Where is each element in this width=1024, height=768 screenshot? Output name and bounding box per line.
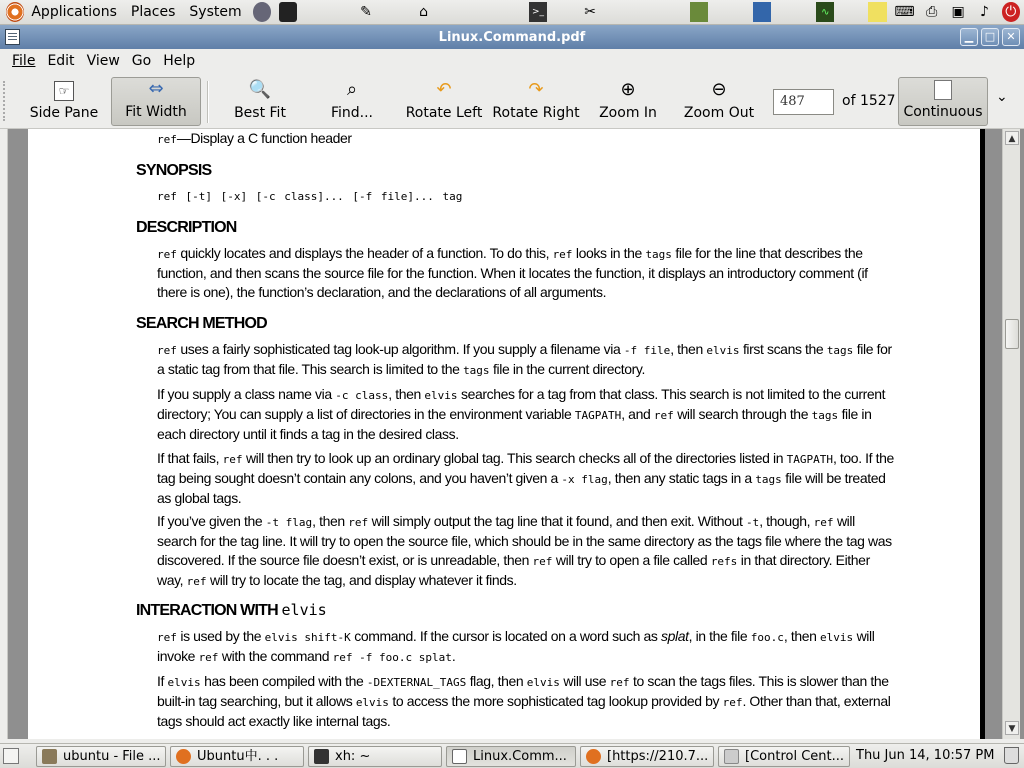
text-run: will search through the: [673, 406, 812, 422]
text-run: with the command: [218, 648, 333, 664]
rotate-right-label: Rotate Right: [492, 105, 580, 121]
web-browser-launcher-icon[interactable]: [253, 2, 271, 22]
menubar: [0, 49, 1024, 73]
search-paragraph-1: [157, 340, 897, 380]
inline-code: elvis: [424, 389, 458, 402]
synopsis-text: ref [-t] [-x] [-c class]... [-f file]... tag: [157, 190, 463, 203]
text-run: file will be treated as global tags.: [157, 470, 886, 506]
zoom-in-icon: ⊕: [620, 79, 636, 100]
close-button[interactable]: ✕: [1002, 28, 1020, 46]
rotate-right-icon: ↷: [528, 79, 544, 100]
ubuntu-logo-icon[interactable]: [6, 2, 24, 22]
keyboard-icon[interactable]: ⌨: [894, 4, 915, 20]
scroll-up-arrow-icon[interactable]: ▲: [1005, 131, 1019, 145]
text-run: first scans the: [739, 341, 827, 357]
best-fit-label: Best Fit: [234, 105, 286, 121]
inline-code: TAGPATH: [574, 409, 622, 422]
document-icon[interactable]: [5, 29, 20, 45]
terminal-icon: [314, 749, 329, 764]
disk-launcher-icon[interactable]: [753, 2, 771, 22]
inline-code: elvis: [706, 344, 740, 357]
page-number-input[interactable]: 487: [773, 89, 834, 115]
inline-code: ref: [157, 248, 177, 261]
text-run: , though,: [759, 513, 814, 529]
interaction-heading-code: elvis: [281, 601, 327, 619]
side-pane-button[interactable]: [24, 77, 104, 126]
task-label: Linux.Comm...: [473, 749, 567, 764]
text-run: will use: [559, 673, 610, 689]
synopsis-heading: SYNOPSIS: [136, 162, 212, 179]
interaction-paragraph-1: [157, 627, 897, 667]
text-run: file in each directory until it finds a tag in the desired class.: [157, 406, 872, 442]
inline-code: elvis: [167, 676, 201, 689]
text-run: quickly locates and displays the header of a function. To do this,: [176, 245, 553, 261]
view-menu[interactable]: View: [86, 53, 120, 69]
task-terminal[interactable]: [308, 746, 442, 767]
zoom-in-label: Zoom In: [599, 105, 657, 121]
continuous-toggle[interactable]: [898, 77, 988, 126]
best-fit-button[interactable]: [222, 77, 298, 126]
find-icon: ⌕: [346, 79, 358, 100]
inline-code: tags: [463, 364, 490, 377]
inline-code: ref: [198, 651, 219, 664]
zoom-out-label: Zoom Out: [683, 105, 755, 121]
camera-launcher-icon[interactable]: [279, 2, 297, 22]
text-run: to access the more sophisticated tag lookup provided by: [388, 693, 723, 709]
text-run: If that fails,: [157, 450, 223, 466]
inline-code: ref: [532, 555, 553, 568]
text-run: file in the current directory.: [489, 361, 645, 377]
inline-code: ref: [222, 453, 243, 466]
text-run: , and: [621, 406, 654, 422]
vertical-scrollbar[interactable]: [1002, 129, 1020, 739]
task-firefox-1[interactable]: [170, 746, 304, 767]
inline-code: -f file: [623, 344, 671, 357]
text-run: , then: [388, 386, 425, 402]
doc-title-line: [157, 129, 897, 149]
fit-width-label: Fit Width: [125, 104, 187, 120]
text-run: file for the line that describes the function, and then scans the source file for the function. When it locates the function, it displays an introductory comment (if there is one), the function’s declaration, and the declarations of all arguments.: [157, 245, 868, 300]
description-heading: DESCRIPTION: [136, 219, 237, 236]
document-viewport[interactable]: [0, 129, 1024, 739]
text-run: will simply output the tag line that it found, and then exit. Without: [368, 513, 746, 529]
help-menu[interactable]: Help: [163, 53, 196, 69]
text-run: flag, then: [466, 673, 527, 689]
task-label: ubuntu - File ...: [63, 749, 161, 764]
best-fit-icon: 🔍: [248, 79, 272, 100]
text-run: , then any static tags in a: [607, 470, 756, 486]
page-shadow: [980, 129, 985, 739]
toolbar-overflow-chevron-icon[interactable]: ⌄: [996, 89, 1008, 105]
edit-menu[interactable]: Edit: [47, 53, 75, 69]
search-paragraph-4: [157, 512, 897, 591]
places-menu[interactable]: Places: [130, 4, 176, 20]
bottom-taskbar: [0, 743, 1024, 768]
inline-code: ref: [552, 248, 573, 261]
minimize-button[interactable]: ▁: [960, 28, 978, 46]
toolbar-separator: [207, 81, 209, 123]
text-run: file for a static tag from that file. This search is limited to the: [157, 341, 892, 377]
toolbar-handle[interactable]: [3, 81, 7, 121]
inline-code: ref: [157, 631, 177, 644]
title-code: ref: [157, 133, 177, 146]
go-menu[interactable]: Go: [131, 53, 152, 69]
inline-code: elvis shift-K: [264, 631, 351, 644]
text-run: , in the file: [688, 628, 751, 644]
task-label: xh: ~: [335, 749, 371, 764]
inline-code: elvis: [355, 696, 389, 709]
inline-code: ref: [157, 344, 177, 357]
inline-code: elvis: [819, 631, 854, 644]
firefox-icon: [586, 749, 601, 764]
text-editor-launcher-icon[interactable]: ✎: [360, 4, 372, 20]
text-run: , then: [312, 513, 349, 529]
power-icon[interactable]: ⏻: [1002, 2, 1020, 22]
text-run: has been compiled with the: [200, 673, 367, 689]
zoom-out-icon: ⊖: [711, 79, 727, 100]
inline-code: ref: [186, 575, 207, 588]
task-control-center[interactable]: [718, 746, 850, 767]
folder-icon: [42, 749, 57, 764]
search-method-heading: SEARCH METHOD: [136, 315, 267, 332]
top-panel: [0, 0, 1024, 25]
side-pane-icon: ☞: [54, 81, 74, 101]
volume-icon[interactable]: ♪: [979, 4, 989, 20]
tools-launcher-icon[interactable]: ✂: [584, 4, 596, 20]
text-run: will search for the tag line. It will try to open the source file, which should be in the same directory as the tags file where the tag was discovered. If the source file doesn’t exist, or is unreadable, then: [157, 513, 892, 568]
firefox-icon: [176, 749, 191, 764]
inline-code: foo.c: [750, 631, 784, 644]
show-desktop-icon[interactable]: [3, 748, 19, 764]
inline-code: -DEXTERNAL_TAGS: [366, 676, 467, 689]
text-run: . Other than that, external tags should act exactly like internal tags.: [157, 693, 891, 729]
applications-menu[interactable]: Applications: [31, 4, 117, 20]
text-run: will try to open a file called: [552, 552, 711, 568]
document-icon: [452, 749, 467, 764]
text-run: uses a fairly sophisticated tag look-up algorithm. If you supply a filename via: [176, 341, 624, 357]
fit-width-button[interactable]: [111, 77, 201, 126]
zoom-out-button[interactable]: [683, 77, 755, 126]
inline-code: tags: [645, 248, 672, 261]
rotate-right-button[interactable]: [492, 77, 580, 126]
text-run: looks in the: [572, 245, 646, 261]
inline-code: ref: [348, 516, 369, 529]
task-file-browser[interactable]: [36, 746, 166, 767]
task-label: [Control Cent...: [745, 749, 845, 764]
continuous-icon: [934, 80, 952, 100]
home-folder-launcher-icon[interactable]: ⌂: [419, 4, 428, 20]
text-run: is used by the: [176, 628, 265, 644]
text-run: .: [451, 648, 456, 664]
find-button[interactable]: [318, 77, 386, 126]
inline-code: ref -f foo.c splat: [332, 651, 452, 664]
inline-code: -c class: [335, 389, 389, 402]
text-run: will invoke: [157, 628, 875, 664]
terminal-launcher-icon[interactable]: >_: [529, 2, 547, 22]
task-pdf-viewer[interactable]: [446, 746, 576, 767]
continuous-label: Continuous: [903, 104, 983, 120]
scroll-down-arrow-icon[interactable]: ▼: [1005, 721, 1019, 735]
network-icon[interactable]: ▣: [951, 4, 965, 20]
text-run: will then try to look up an ordinary global tag. This search checks all of the directories listed in: [242, 450, 787, 466]
pdf-page: [28, 129, 980, 739]
interaction-heading-text: INTERACTION WITH: [136, 602, 278, 619]
description-paragraph: [157, 244, 897, 302]
rotate-left-icon: ↶: [436, 79, 452, 100]
find-label: Find...: [330, 105, 374, 121]
text-run: If you supply a class name via: [157, 386, 336, 402]
interaction-paragraph-2: [157, 672, 897, 731]
text-run: splat: [661, 628, 689, 644]
text-run: searches for a tag from that class. This search is not limited to the current directory; You can supply a list of directories in the environment variable: [157, 386, 886, 422]
task-label: Ubuntu中. . .: [197, 749, 279, 764]
inline-code: TAGPATH: [786, 453, 833, 466]
viewport-left-border: [0, 129, 8, 739]
toolbar: [0, 73, 1024, 129]
text-run: , then: [670, 341, 707, 357]
inline-code: -t: [745, 516, 760, 529]
system-menu[interactable]: System: [189, 4, 242, 20]
inline-code: elvis: [526, 676, 560, 689]
scrollbar-thumb[interactable]: [1005, 319, 1019, 349]
search-paragraph-2: [157, 385, 897, 444]
inline-code: ref: [722, 696, 743, 709]
inline-code: -x flag: [561, 473, 608, 486]
text-run: If: [157, 673, 168, 689]
clock[interactable]: Thu Jun 14, 10:57 PM: [856, 748, 995, 763]
file-menu[interactable]: File: [12, 53, 36, 69]
notes-icon[interactable]: [868, 2, 886, 22]
inline-code: refs: [710, 555, 738, 568]
page-count-label: of 1527: [842, 93, 896, 109]
inline-code: ref: [609, 676, 630, 689]
inline-code: tags: [811, 409, 839, 422]
text-run: , too. If the tag being sought doesn’t contain any colons, and you haven’t given a: [157, 450, 894, 486]
inline-code: tags: [755, 473, 782, 486]
text-run: If you’ve given the: [157, 513, 266, 529]
search-paragraph-3: [157, 449, 897, 508]
maximize-button[interactable]: □: [981, 28, 999, 46]
window-title: Linux.Command.pdf: [438, 29, 586, 45]
side-pane-label: Side Pane: [29, 105, 99, 121]
text-run: command. If the cursor is located on a word such as: [350, 628, 662, 644]
text-run: in that directory. Either way,: [157, 552, 870, 588]
trash-icon[interactable]: [1004, 747, 1019, 764]
inline-code: ref: [813, 516, 834, 529]
inline-code: -t flag: [265, 516, 313, 529]
book-launcher-icon[interactable]: [690, 2, 708, 22]
inline-code: tags: [826, 344, 854, 357]
system-monitor-icon[interactable]: ∿: [816, 2, 834, 22]
control-center-icon: [724, 749, 739, 764]
task-label: [https://210.7...: [607, 749, 709, 764]
printer-icon[interactable]: ⎙: [926, 4, 938, 20]
text-run: , then: [783, 628, 820, 644]
task-firefox-2[interactable]: [580, 746, 714, 767]
rotate-left-button[interactable]: [403, 77, 485, 126]
rotate-left-label: Rotate Left: [405, 105, 483, 121]
title-text: —Display a C function header: [176, 130, 352, 146]
zoom-in-button[interactable]: [595, 77, 661, 126]
text-run: will try to locate the tag, and display whatever it finds.: [206, 572, 517, 588]
interaction-heading: [136, 601, 327, 620]
fit-width-icon: ⇔: [148, 78, 164, 99]
inline-code: ref: [653, 409, 674, 422]
text-run: to scan the tags files. This is slower than the built-in tag searching, but it allows: [157, 673, 889, 709]
window-titlebar[interactable]: [0, 25, 1024, 49]
